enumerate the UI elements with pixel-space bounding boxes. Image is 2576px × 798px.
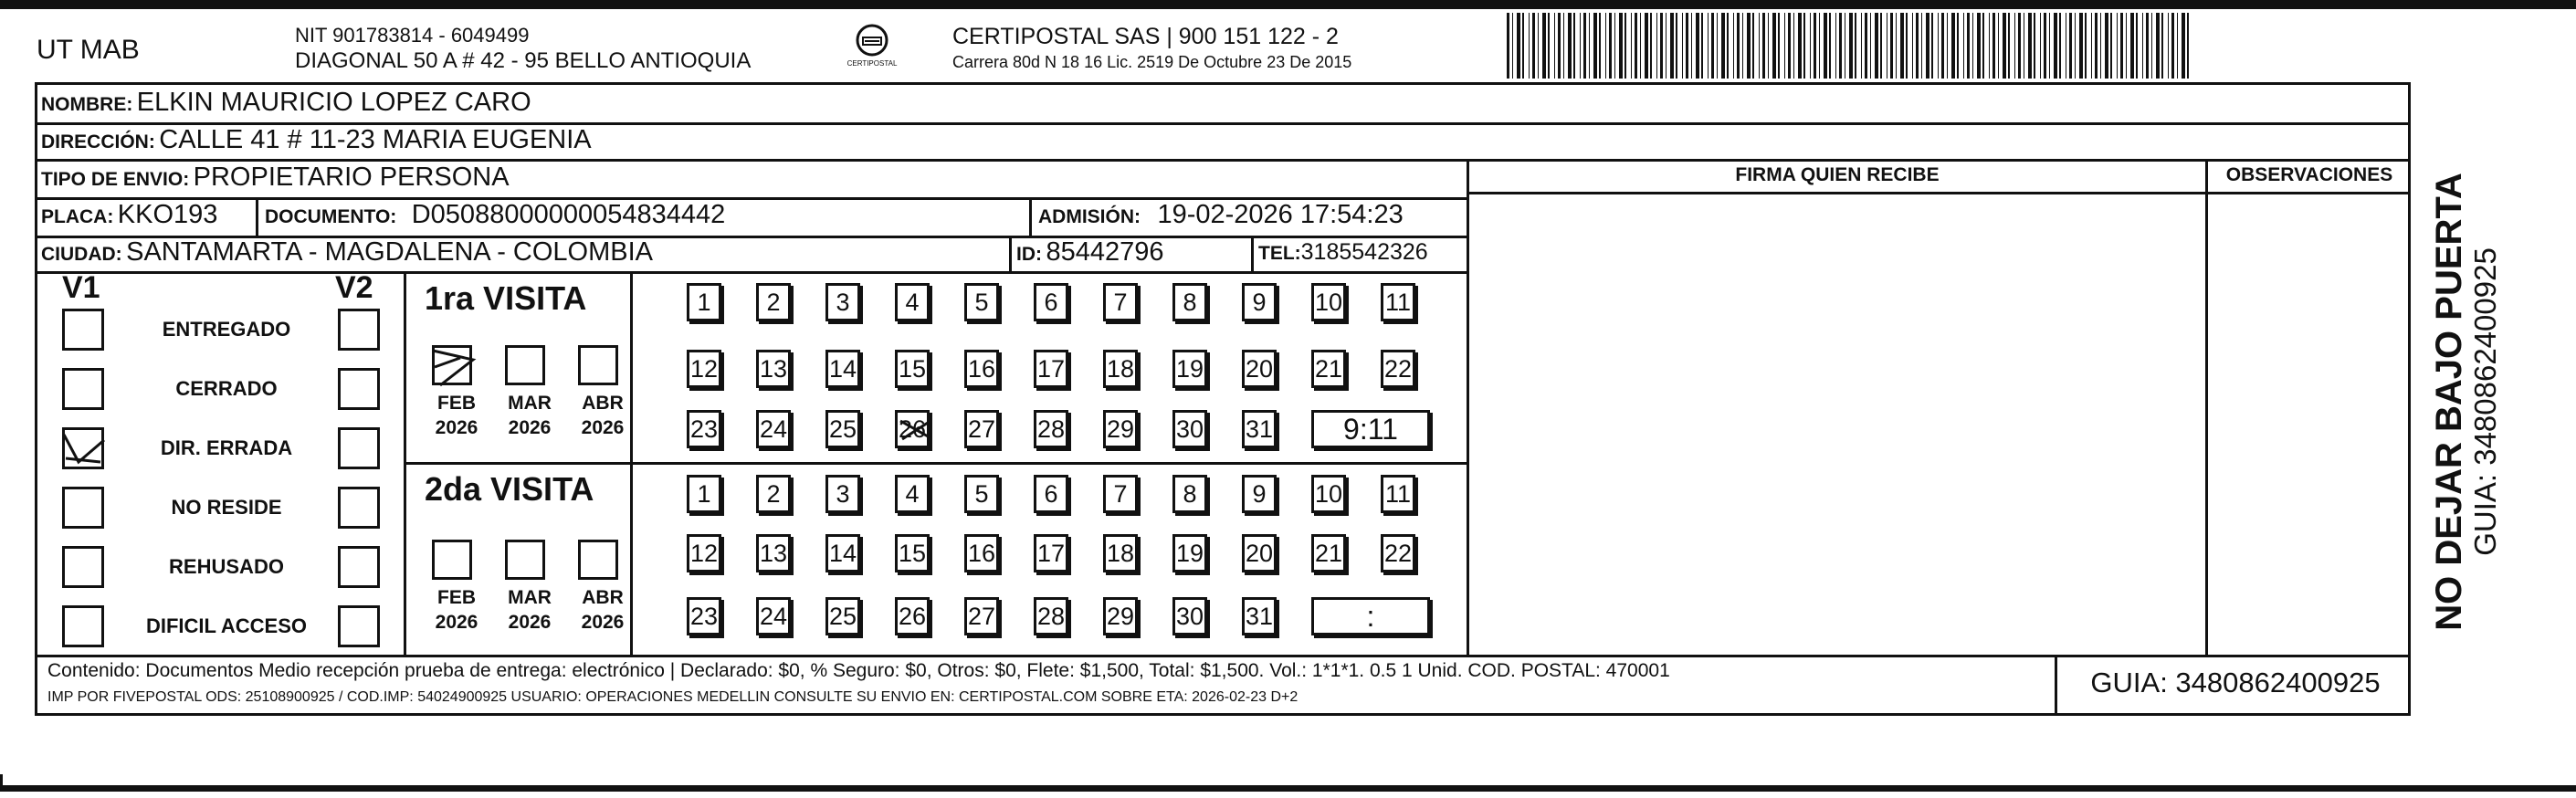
admision-label: ADMISIÓN: <box>1038 206 1141 227</box>
visit2-day-box[interactable]: 8 <box>1172 475 1207 513</box>
visit1-month-checkbox[interactable] <box>505 345 545 385</box>
ciudad-value: SANTAMARTA - MAGDALENA - COLOMBIA <box>126 237 653 267</box>
v2-checkbox[interactable] <box>338 368 380 410</box>
visit1-month-label <box>425 391 489 440</box>
documento-value: D05088000000054834442 <box>411 200 726 229</box>
visit2-day-box[interactable]: 4 <box>895 475 930 513</box>
month-name: FEB <box>437 587 476 608</box>
sender-name: UT MAB <box>37 35 140 65</box>
visit1-month-label <box>571 391 635 440</box>
visit2-day-box[interactable]: 21 <box>1311 534 1346 572</box>
placa-label: PLACA: <box>41 206 114 227</box>
visit1-day-box[interactable]: 26 <box>895 410 930 448</box>
nombre-label: NOMBRE: <box>41 94 133 115</box>
visit1-day-box[interactable]: 20 <box>1242 350 1277 388</box>
bottom-border <box>0 785 2576 792</box>
visit1-day-box[interactable]: 13 <box>756 350 791 388</box>
col-line <box>1029 197 1032 236</box>
tel-label: TEL: <box>1258 243 1301 264</box>
side-notice <box>2429 173 2502 631</box>
ciudad-label: CIUDAD: <box>41 244 122 265</box>
visit1-day-box[interactable]: 24 <box>756 410 791 448</box>
visit1-day-box[interactable]: 17 <box>1034 350 1068 388</box>
visit2-day-box[interactable]: 28 <box>1034 597 1068 635</box>
month-name: ABR <box>582 393 624 414</box>
col-line <box>256 197 258 236</box>
id-cell <box>1016 237 1163 268</box>
status-label: REHUSADO <box>169 555 284 578</box>
month-year: 2026 <box>508 417 552 438</box>
visit1-day-box[interactable]: 1 <box>687 283 721 321</box>
visit2-month-label <box>498 585 562 635</box>
visit2-title: 2da VISITA <box>425 470 594 508</box>
col-line <box>404 271 406 656</box>
sender-address: DIAGONAL 50 A # 42 - 95 BELLO ANTIOQUIA <box>295 48 752 73</box>
visit2-day-box[interactable]: 22 <box>1381 534 1415 572</box>
company-name: CERTIPOSTAL SAS | 900 151 122 - 2 <box>952 24 1339 49</box>
visit1-month-checkbox[interactable] <box>578 345 618 385</box>
month-name: MAR <box>508 393 552 414</box>
v1-checkbox[interactable] <box>62 309 104 351</box>
visit2-day-box[interactable]: 19 <box>1172 534 1207 572</box>
visit1-day-box[interactable]: 31 <box>1242 410 1277 448</box>
month-name: FEB <box>437 393 476 414</box>
row-line <box>404 462 1468 465</box>
visit1-day-box[interactable]: 8 <box>1172 283 1207 321</box>
status-label: CERRADO <box>175 377 278 400</box>
status-label: ENTREGADO <box>162 318 291 341</box>
admision-cell <box>1038 200 1404 230</box>
visit2-day-box[interactable]: 30 <box>1172 597 1207 635</box>
visit2-month-checkbox[interactable] <box>432 540 472 580</box>
col-line <box>1251 236 1254 271</box>
id-value: 85442796 <box>1046 237 1164 267</box>
barcode <box>1507 13 2193 79</box>
v2-checkbox[interactable] <box>338 487 380 529</box>
visit2-day-box[interactable]: 24 <box>756 597 791 635</box>
row-line <box>35 655 2409 657</box>
visit1-day-box[interactable]: 22 <box>1381 350 1415 388</box>
col-line <box>2055 655 2057 716</box>
visit1-day-box[interactable]: 28 <box>1034 410 1068 448</box>
visit2-day-box[interactable]: 5 <box>964 475 999 513</box>
direccion-value: CALLE 41 # 11-23 MARIA EUGENIA <box>159 125 592 154</box>
ciudad-cell <box>41 237 653 268</box>
placa-cell <box>41 200 217 230</box>
handwritten-check-icon <box>58 422 110 478</box>
v1-checkbox[interactable] <box>62 368 104 410</box>
observaciones-label: OBSERVACIONES <box>2225 164 2393 185</box>
footer-contenido: Contenido: Documentos Medio recepción prueba de entrega: electrónico | Declarado: $0, % Seguro: $0, Otros: $0, Flete: $1,500, Total: $1,500. Vol.: 1*1*1. 0.5 1 Unid. COD. POSTAL: 470001 <box>47 660 1670 681</box>
visit1-day-box[interactable]: 3 <box>825 283 860 321</box>
visit2-day-box[interactable]: 29 <box>1103 597 1138 635</box>
visit1-title: 1ra VISITA <box>425 279 587 317</box>
top-border <box>0 0 2576 9</box>
col-line <box>1467 197 1469 198</box>
month-year: 2026 <box>508 612 552 633</box>
visit1-time-box[interactable]: 9:11 <box>1311 410 1430 448</box>
tipo-row <box>41 163 510 193</box>
visit2-day-box[interactable]: 3 <box>825 475 860 513</box>
visit2-day-box[interactable]: 15 <box>895 534 930 572</box>
visit1-day-box[interactable]: 11 <box>1381 283 1415 321</box>
visit2-day-box[interactable]: 9 <box>1242 475 1277 513</box>
direccion-label: DIRECCIÓN: <box>41 131 155 152</box>
v2-label: V2 <box>335 270 373 305</box>
v2-checkbox[interactable] <box>338 605 380 647</box>
admision-value: 19-02-2026 17:54:23 <box>1157 200 1404 229</box>
visit2-day-box[interactable]: 27 <box>964 597 999 635</box>
visit1-day-box[interactable]: 14 <box>825 350 860 388</box>
company-license: Carrera 80d N 18 16 Lic. 2519 De Octubre 23 De 2015 <box>952 53 1352 71</box>
visit1-day-box[interactable]: 29 <box>1103 410 1138 448</box>
month-year: 2026 <box>435 612 478 633</box>
month-year: 2026 <box>581 417 625 438</box>
nombre-row <box>41 88 531 118</box>
v2-checkbox[interactable] <box>338 546 380 588</box>
visit2-time-box[interactable]: : <box>1311 597 1430 635</box>
col-line <box>1467 159 1469 656</box>
visit1-day-box[interactable]: 23 <box>687 410 721 448</box>
visit2-day-box[interactable]: 13 <box>756 534 791 572</box>
visit1-day-box[interactable]: 6 <box>1034 283 1068 321</box>
logo-icon <box>854 22 890 58</box>
side-guia: GUIA: 3480862400925 <box>2468 247 2502 556</box>
visit2-month-checkbox[interactable] <box>578 540 618 580</box>
visit1-day-box[interactable]: 12 <box>687 350 721 388</box>
signature-area[interactable] <box>1472 197 2203 654</box>
visit2-day-box[interactable]: 20 <box>1242 534 1277 572</box>
visit1-day-box[interactable]: 18 <box>1103 350 1138 388</box>
visit2-day-box[interactable]: 26 <box>895 597 930 635</box>
visit1-day-box[interactable]: 27 <box>964 410 999 448</box>
id-label: ID: <box>1016 244 1042 265</box>
tipo-label: TIPO DE ENVIO: <box>41 169 190 190</box>
visit1-day-box[interactable]: 5 <box>964 283 999 321</box>
cross-out-icon <box>897 412 933 453</box>
v1-checkbox[interactable] <box>62 605 104 647</box>
v2-checkbox[interactable] <box>338 427 380 469</box>
visit2-day-box[interactable]: 7 <box>1103 475 1138 513</box>
visit2-day-box[interactable]: 17 <box>1034 534 1068 572</box>
visit1-day-box[interactable]: 16 <box>964 350 999 388</box>
visit1-day-box[interactable]: 9 <box>1242 283 1277 321</box>
visit2-day-box[interactable]: 18 <box>1103 534 1138 572</box>
visit2-day-box[interactable]: 25 <box>825 597 860 635</box>
nombre-value: ELKIN MAURICIO LOPEZ CARO <box>136 88 531 117</box>
visit2-day-box[interactable]: 31 <box>1242 597 1277 635</box>
visit2-month-label <box>571 585 635 635</box>
direccion-row <box>41 125 592 155</box>
visit1-day-box[interactable]: 10 <box>1311 283 1346 321</box>
visit1-day-box[interactable]: 25 <box>825 410 860 448</box>
visit1-day-box[interactable]: 7 <box>1103 283 1138 321</box>
visit2-day-box[interactable]: 12 <box>687 534 721 572</box>
tel-value: 3185542326 <box>1300 239 1428 265</box>
sender-nit: NIT 901783814 - 6049499 <box>295 24 530 47</box>
placa-value: KKO193 <box>117 200 218 229</box>
v2-checkbox[interactable] <box>338 309 380 351</box>
visit2-day-box[interactable]: 16 <box>964 534 999 572</box>
visit1-day-box[interactable]: 19 <box>1172 350 1207 388</box>
corner-mark <box>0 774 12 791</box>
documento-label: DOCUMENTO: <box>265 206 397 227</box>
status-label: DIR. ERRADA <box>160 436 293 459</box>
status-label: NO RESIDE <box>171 496 282 519</box>
footer-guia: GUIA: 3480862400925 <box>2090 667 2381 698</box>
side-warning: NO DEJAR BAJO PUERTA <box>2429 173 2469 631</box>
observaciones-area[interactable] <box>2211 197 2407 654</box>
month-name: ABR <box>582 587 624 608</box>
visit2-day-box[interactable]: 11 <box>1381 475 1415 513</box>
visit2-month-checkbox[interactable] <box>505 540 545 580</box>
v1-checkbox[interactable] <box>62 546 104 588</box>
visit2-day-box[interactable]: 14 <box>825 534 860 572</box>
row-line <box>35 271 1468 274</box>
footer-imp: IMP POR FIVEPOSTAL ODS: 25108900925 / COD.IMP: 54024900925 USUARIO: OPERACIONES MEDELLIN CONSULTE SU ENVIO EN: CERTIPOSTAL.COM SOBRE ETA: 2026-02-23 D+2 <box>47 689 1299 705</box>
row-line <box>35 159 2409 162</box>
visit1-day-box[interactable]: 2 <box>756 283 791 321</box>
tipo-value: PROPIETARIO PERSONA <box>193 163 510 192</box>
visit1-day-box[interactable]: 4 <box>895 283 930 321</box>
row-line <box>1467 192 2409 194</box>
visit1-day-box[interactable]: 30 <box>1172 410 1207 448</box>
visit1-day-box[interactable]: 21 <box>1311 350 1346 388</box>
visit1-month-label <box>498 391 562 440</box>
firma-label: FIRMA QUIEN RECIBE <box>1735 164 1940 185</box>
month-name: MAR <box>508 587 552 608</box>
documento-cell <box>265 200 725 230</box>
handwritten-check-icon <box>427 340 480 395</box>
visit2-day-box[interactable]: 2 <box>756 475 791 513</box>
col-line <box>2205 159 2208 656</box>
col-line <box>1009 236 1012 271</box>
visit2-month-label <box>425 585 489 635</box>
v1-checkbox[interactable] <box>62 487 104 529</box>
month-year: 2026 <box>581 612 625 633</box>
status-label: DIFICIL ACCESO <box>145 614 307 637</box>
logo-text: CERTIPOSTAL <box>846 59 898 68</box>
visit2-day-box[interactable]: 6 <box>1034 475 1068 513</box>
certipostal-logo <box>840 22 904 68</box>
visit2-day-box[interactable]: 23 <box>687 597 721 635</box>
visit1-day-box[interactable]: 15 <box>895 350 930 388</box>
v1-label: V1 <box>62 270 100 305</box>
tel-cell <box>1258 239 1428 266</box>
visit2-day-box[interactable]: 1 <box>687 475 721 513</box>
month-year: 2026 <box>435 417 478 438</box>
visit2-day-box[interactable]: 10 <box>1311 475 1346 513</box>
